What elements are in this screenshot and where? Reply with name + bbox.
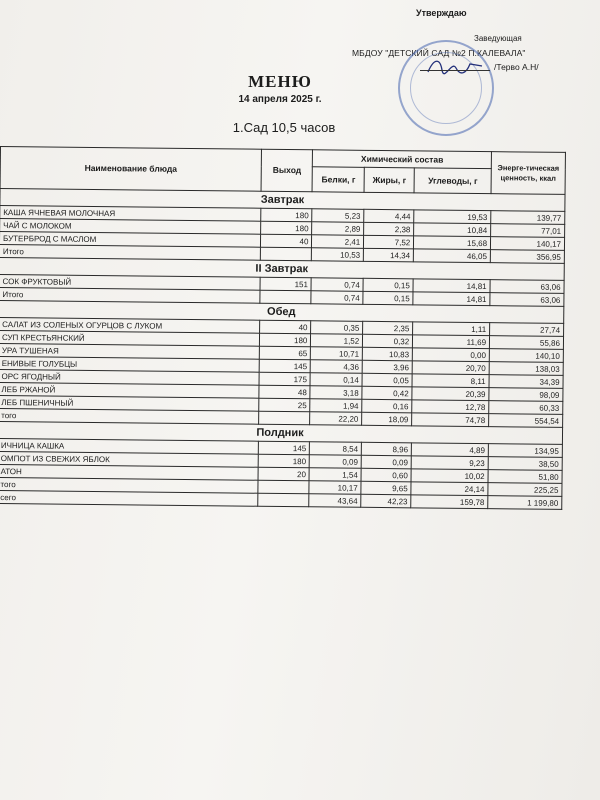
cell-carbs: 0,00 [413,348,490,362]
cell-protein: 8,54 [310,442,362,456]
signature-line [420,70,490,71]
col-protein-header: Белки, г [312,167,364,193]
cell-fat: 0,32 [363,334,413,348]
cell-carbs: 14,81 [413,279,490,293]
cell-yield: 180 [261,221,312,235]
section-title: Полдник [0,421,563,444]
cell-fat: 0,60 [361,468,411,482]
cell-yield: 25 [259,398,310,412]
cell-dish: ЧАЙ С МОЛОКОМ [0,219,261,235]
cell-protein: 2,41 [312,235,364,249]
cell-yield: 180 [261,208,312,222]
cell-fat: 14,34 [364,248,414,262]
cell-protein: 2,89 [312,222,364,236]
cell-energy: 38,50 [488,457,562,471]
cell-dish: ЛЕБ ПШЕНИЧНЫЙ [0,395,259,411]
cell-energy: 554,54 [489,414,563,428]
cell-protein: 10,17 [309,481,361,495]
cell-protein: 1,94 [310,399,362,413]
cell-energy: 356,95 [490,250,564,264]
cell-energy: 55,86 [489,336,563,350]
col-chem-header: Химический состав [313,150,492,169]
cell-carbs: 20,70 [412,361,489,375]
cell-fat: 0,15 [363,278,413,292]
cell-fat: 0,42 [362,386,412,400]
cell-carbs: 159,78 [411,495,488,509]
col-energy-label: Энерге-тическая ценность, ккал [497,162,560,183]
section-title: Обед [0,300,564,323]
cell-carbs: 11,69 [413,335,490,349]
cell-fat: 2,35 [363,321,413,335]
cell-energy: 60,33 [489,401,563,415]
cell-yield: 180 [258,454,309,468]
cell-fat: 10,83 [363,347,413,361]
col-dish-header: Наименование блюда [0,147,262,192]
cell-carbs: 1,11 [413,322,490,336]
cell-carbs: 8,11 [412,374,489,388]
cell-dish: ЕНИВЫЕ ГОЛУБЦЫ [0,356,259,372]
cell-yield: 40 [260,320,311,334]
menu-table [0,146,566,510]
cell-energy: 34,39 [489,375,563,389]
head-role: Заведующая [474,34,522,43]
head-organization: МБДОУ "ДЕТСКИЙ САД №2 П.КАЛЕВАЛА" [352,48,526,58]
cell-energy: 140,10 [489,349,563,363]
cell-carbs: 24,14 [411,482,488,496]
cell-dish: того [0,477,258,493]
cell-fat: 4,44 [364,209,414,223]
cell-protein: 1,54 [309,468,361,482]
cell-carbs: 20,39 [412,387,489,401]
cell-fat: 42,23 [361,494,411,508]
cell-energy: 139,77 [491,211,565,225]
cell-dish: того [0,408,259,424]
cell-carbs: 14,81 [413,292,490,306]
cell-energy: 138,03 [489,362,563,376]
cell-dish: ОМПОТ ИЗ СВЕЖИХ ЯБЛОК [0,451,258,467]
cell-dish: сего [0,490,258,506]
section-title: Завтрак [0,189,565,212]
cell-carbs: 19,53 [414,210,491,224]
cell-carbs: 10,84 [414,223,491,237]
cell-yield: 65 [259,346,310,360]
cell-energy: 63,06 [490,293,564,307]
cell-protein: 0,14 [310,373,362,387]
cell-protein: 0,09 [310,455,362,469]
cell-protein: 0,74 [311,278,363,292]
cell-protein: 10,71 [311,347,363,361]
cell-carbs: 15,68 [414,236,491,250]
cell-protein: 10,53 [312,248,364,262]
cell-dish: СОК ФРУКТОВЫЙ [0,274,260,290]
cell-fat: 7,52 [364,235,414,249]
cell-protein: 0,74 [311,291,363,305]
cell-yield [258,493,309,507]
cell-fat: 2,38 [364,222,414,236]
cell-dish: БУТЕРБРОД С МАСЛОМ [0,232,261,248]
cell-yield: 145 [258,441,309,455]
cell-energy: 27,74 [490,323,564,337]
cell-dish: КАША ЯЧНЕВАЯ МОЛОЧНАЯ [0,206,261,222]
cell-fat: 0,16 [362,399,412,413]
cell-carbs: 12,78 [412,400,489,414]
cell-fat: 9,65 [361,481,411,495]
page-title: МЕНЮ [248,72,312,91]
menu-subtitle: 1.Сад 10,5 часов [232,120,336,135]
cell-yield [260,247,311,261]
cell-dish: САЛАТ ИЗ СОЛЕНЫХ ОГУРЦОВ С ЛУКОМ [0,317,260,333]
cell-dish: УРА ТУШЕНАЯ [0,343,260,359]
menu-body [0,189,565,510]
cell-yield: 151 [260,277,311,291]
cell-energy: 140,17 [491,237,565,251]
cell-fat: 3,96 [362,360,412,374]
cell-dish: Итого [0,244,261,260]
head-name: /Терво А.Н/ [494,62,539,72]
cell-energy: 51,80 [488,470,562,484]
cell-carbs: 4,89 [412,443,489,457]
cell-carbs: 10,02 [411,469,488,483]
cell-protein: 1,52 [311,334,363,348]
section-title: II Завтрак [0,257,564,280]
cell-yield [260,290,311,304]
cell-yield: 145 [259,359,310,373]
cell-fat: 0,05 [362,373,412,387]
cell-fat: 0,09 [361,455,411,469]
cell-yield: 175 [259,372,310,386]
cell-energy: 98,09 [489,388,563,402]
cell-dish: АТОН [0,464,258,480]
cell-dish: ЛЕБ РЖАНОЙ [0,382,259,398]
cell-energy: 225,25 [488,483,562,497]
cell-energy: 1 199,80 [488,496,562,510]
cell-yield: 20 [258,467,309,481]
cell-energy: 63,06 [490,280,564,294]
approve-label: Утверждаю [416,8,467,18]
cell-dish: ОРС ЯГОДНЫЙ [0,369,259,385]
cell-fat: 8,96 [362,442,412,456]
cell-yield: 40 [261,234,312,248]
cell-dish: ИЧНИЦА КАШКА [0,438,259,454]
cell-energy: 77,01 [491,224,565,238]
cell-dish: СУП КРЕСТЬЯНСКИЙ [0,330,260,346]
col-yield-header: Выход [261,149,313,192]
cell-dish: Итого [0,287,260,303]
cell-yield: 180 [260,333,311,347]
cell-protein: 0,35 [311,321,363,335]
col-energy-header [491,152,565,195]
cell-carbs: 9,23 [411,456,488,470]
cell-protein: 5,23 [312,209,364,223]
cell-yield: 48 [259,385,310,399]
cell-fat: 0,15 [363,291,413,305]
cell-yield [259,411,310,425]
cell-protein: 3,18 [310,386,362,400]
cell-carbs: 74,78 [412,413,489,427]
cell-protein: 22,20 [310,412,362,426]
menu-date: 14 апреля 2025 г. [238,94,322,105]
col-carbs-header: Углеводы, г [414,168,491,194]
cell-carbs: 46,05 [414,249,491,263]
cell-fat: 18,09 [362,412,412,426]
cell-energy: 134,95 [488,444,562,458]
cell-protein: 4,36 [311,360,363,374]
cell-yield [258,480,309,494]
cell-protein: 43,64 [309,494,361,508]
col-fat-header: Жиры, г [364,167,414,193]
